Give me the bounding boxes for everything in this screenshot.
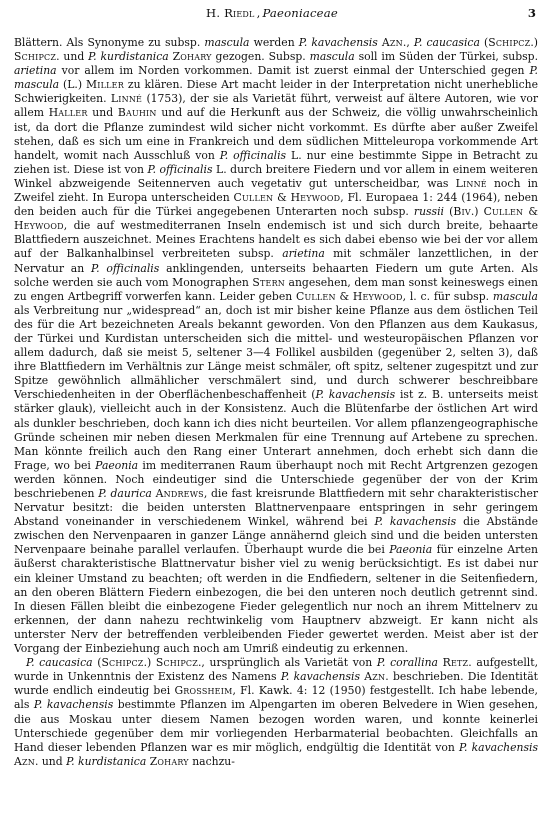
taxon-name: mascula (204, 36, 250, 49)
text-run: . beschrieben. Die Identität wurde endlich eindeutig bei (14, 670, 538, 698)
taxon-name: P. officinalis (147, 162, 213, 176)
text-run: , l. c. für subsp. (402, 289, 493, 303)
author-name: Azn (14, 754, 35, 768)
author-name: Schipcz (14, 50, 57, 64)
author-name: Cullen (483, 205, 524, 219)
text-run: für einzelne Arten äußerst charakteristische Blattnervatur bisher viel zu wenig berücksichtigt. Es ist dabei nur ein kleiner Umstand zu beachten; oft werden in die Endfiedern, seltener in die Seitenfiedern, an den oberen Blättern Fiedern einbezogen, die bei den unteren noch deutlich getrennt sind. In diesen Fällen bleibt die einbezogene Fieder gelegentlich nur noch an ihrem Mittelnerv zu erkennen, der dann nahezu rechtwinkelig vom Hauptnerv abzweigt. Er kann nicht als unterster Nerv der betreffenden verbleibenden Fieder gewertet werden. Meist aber ist der Vorgang der Einbeziehung auch noch am Umriß eindeutig zu erkennen. (14, 543, 538, 656)
body-text (14, 36, 538, 769)
author-name: Azn (381, 36, 403, 49)
taxon-name: P. officinalis (219, 148, 287, 162)
text-run: ( (444, 205, 454, 219)
taxon-name: Paeonia (389, 543, 433, 557)
taxon-name: russii (413, 205, 445, 219)
text-run: noch in Zweifel zieht. In Europa unterscheiden (14, 176, 538, 205)
text-run: und (87, 106, 118, 120)
author-name: Schipcz (155, 656, 198, 670)
text-run: & (335, 289, 353, 303)
text-run: als Verbreitung nur „widespread“ an, doch ist mir bisher keine Pflanze aus dem östlichen Teil des für die Art bezeichneten Areals bekannt geworden. Von den Pflanzen aus dem Kaukasus, der Türkei und Kurdistan unterscheiden sich die mittel- und westeuropäischen Pflanzen vor allem dadurch, daß sie meist 5, seltener 3—4 Follikel ausbilden (gegenüber 2, selten 3), daß ihre Blattfiedern im Verhältnis zur Länge meist schmäler, oft spitz, seltener zugespitzt und zur Spitze gewöhnlich allmählicher verschmälert sind, und durch schwerer beschreibbare Verschiedenheiten in der Oberflächenbeschaffenheit ( (14, 303, 538, 402)
text-run: soll im Süden der Türkei, subsp. (354, 50, 539, 64)
taxon-name: P. corallina (376, 656, 438, 670)
text-run: . und (56, 50, 89, 64)
text-run: , die auf westmediterranen Inseln endemisch ist und sich durch breite, behaarte Blattfiedern auszeichnet. Meines Erachtens handelt es sich dabei ebenso wie bei der vor allem auf der Balkanhalbinsel verbreiteten subsp. (14, 219, 538, 261)
author-name: Stern (252, 275, 285, 289)
text-run: . und (34, 754, 67, 768)
text-run: werden (249, 36, 299, 49)
text-run: (1753), der sie als Varietät führt, verweist auf ältere Autoren, wie vor allem (14, 92, 538, 120)
taxon-name: P. kavachensis (33, 698, 114, 712)
taxon-name: P. officinalis (91, 261, 160, 275)
author-name: Retz (442, 656, 469, 670)
page-number: 3 (527, 6, 536, 20)
text-run: nachzu- (188, 754, 235, 768)
taxon-name: P. kurdistanica (66, 754, 147, 768)
text-run: & (523, 205, 538, 219)
author-name: Zohary (172, 50, 212, 64)
text-run: Blättern. Als Synonyme zu subsp. (14, 36, 205, 49)
text-run: bestimmte Pflanzen im Alpengarten im oberen Belvedere in Wien gesehen, die aus Moskau unter diesem Namen bezogen worden waren, und konnte keinerlei Unterschiede gegenüber dem mir vorliegenden Herbarmaterial beobachten. Gleichfalls an Hand dieser lebenden Pflanzen war es mir möglich, endgültig die Identität von (14, 698, 539, 754)
taxon-name: Paeonia (95, 458, 139, 472)
author-name: Haller (48, 106, 88, 120)
text-run: ( (479, 36, 489, 49)
taxon-name: mascula (492, 289, 538, 303)
text-run: vor allem im Norden vorkommen. Damit ist zuerst einmal der Unterschied gegen (56, 64, 530, 78)
text-run: mit schmäler lanzettlichen, in der Nervatur an (14, 247, 538, 275)
taxon-name: P. kavachensis (458, 740, 538, 754)
taxon-name: P. caucasica (413, 36, 480, 49)
header-author: H. Riedl (206, 6, 255, 20)
author-name: Azn (364, 670, 386, 684)
author-name: Cullen (233, 191, 274, 205)
text-run: ( (92, 656, 102, 670)
author-name: Zohary (149, 754, 189, 768)
page-header (14, 6, 538, 28)
text-run: ., (402, 36, 414, 49)
text-run: L. durch breitere Fiedern und vor allem in einem weiteren Winkel abzweigende Seitennerven auch vegetativ gut unterscheidbar, was (14, 162, 539, 190)
author-name: Heywood (352, 289, 403, 303)
author-name: Cullen (295, 289, 336, 303)
text-run: .) (530, 36, 539, 49)
taxon-name: P. daurica (98, 487, 152, 500)
text-run: ., ursprünglich als Varietät von (197, 656, 377, 670)
text-run: ist z. B. unterseits meist stärker glauk), vielleicht auch in der Konsistenz. Auch die Blütenfarbe der östlichen Art wird als dunkler beschrieben, doch kann ich dies nicht beurteilen. Vor allem pflanzengeographische Gründe scheinen mir neben diesen Merkmalen für eine Trennung auf Artebene zu sprechen. Man könnte freilich auch den Rang einer Unterart annehmen, doch erhebt sich dann die Frage, wo bei (14, 388, 538, 472)
text-run: L. nur eine bestimmte Sippe in Betracht zu ziehen ist. Diese ist von (14, 148, 538, 176)
text-run: (L.) (59, 78, 87, 92)
taxon-name: P. kavachensis (298, 36, 378, 49)
text-run: .) (143, 656, 156, 670)
paragraph-1 (14, 36, 538, 656)
taxon-name: P. kavachensis (374, 515, 457, 529)
author-name: Miller (86, 78, 124, 92)
author-name: Bauhin (117, 106, 157, 120)
text-run: , Fl. Kawk. 4: 12 (1950) festgestellt. Ich habe lebende, als (14, 684, 538, 712)
text-run: , die fast kreisrunde Blattfiedern mit sehr charakteristischer Nervatur besitzt: die beiden untersten Blattnervenpaare entspringen in sehr geringem Abstand voneinander in verschiedenem Winkel, während bei (14, 487, 538, 529)
text-run: anklingenden, unterseits behaarten Fiedern um gute Arten. Als solche werden sie auch vom Monographen (14, 261, 538, 289)
taxon-name: mascula (309, 50, 355, 64)
text-run: und auf die Herkunft aus der Schweiz, die völlig unwahrscheinlich ist, da dort die Pflanze zumindest wild sicher nicht vorkommt. Es dürfte aber außer Zweifel stehen, daß es sich um eine in Frankreich und dem südlichen Mitteleuropa vorkommende Art handelt, womit nach Ausschluß von (14, 106, 538, 162)
taxon-name: P. kurdistanica (88, 50, 169, 64)
taxon-name: P. caucasica (26, 656, 93, 670)
text-run: im mediterranen Raum überhaupt noch mit Recht Artgrenzen gezogen werden können. Noch eindeutiger sind die Unterschiede gegenüber der von der Krim beschriebenen (14, 458, 538, 500)
author-name: Grossheim (174, 684, 233, 698)
text-run: gezogen. Subsp. (211, 50, 310, 64)
author-name: Linné (455, 176, 487, 190)
author-name: Schipcz (488, 36, 531, 49)
text-run: & (273, 191, 291, 205)
author-name: Schipcz (101, 656, 144, 670)
running-head (16, 6, 528, 20)
taxon-name: P. mascula (14, 64, 538, 92)
author-name: Biv (453, 205, 471, 219)
paragraph-2 (14, 656, 538, 769)
author-name: Andrews (155, 487, 204, 500)
text-run: .) (470, 205, 484, 219)
author-name: Heywood (14, 219, 64, 233)
text-run: zu klären. Diese Art macht leider in der Interpretation nicht unerhebliche Schwierigkeiten. (14, 78, 539, 106)
taxon-name: arietina (14, 64, 57, 78)
taxon-name: arietina (282, 247, 325, 261)
author-name: Heywood (290, 191, 341, 205)
taxon-name: P. kavachensis (315, 388, 396, 402)
text-run: , Fl. Europaea 1: 244 (1964), neben den beiden auch für die Türkei angegebenen Unterarten noch subsp. (14, 191, 539, 219)
author-name: Linné (110, 92, 143, 106)
header-title: Paeoniaceae (262, 6, 338, 20)
header-separator: , (256, 6, 261, 20)
text-run: angesehen, dem man sonst keineswegs einen zu engen Artbegriff vorwerfen kann. Leider geben (14, 275, 538, 303)
taxon-name: P. kavachensis (280, 670, 361, 684)
text-run: die Abstände zwischen den Nervenpaaren in ganzer Länge annähernd gleich sind und die beiden untersten Nervenpaare beinahe parallel verlaufen. Überhaupt wurde die bei (14, 515, 538, 557)
text-run: . aufgestellt, wurde in Unkenntnis der Existenz des Namens (14, 656, 539, 684)
